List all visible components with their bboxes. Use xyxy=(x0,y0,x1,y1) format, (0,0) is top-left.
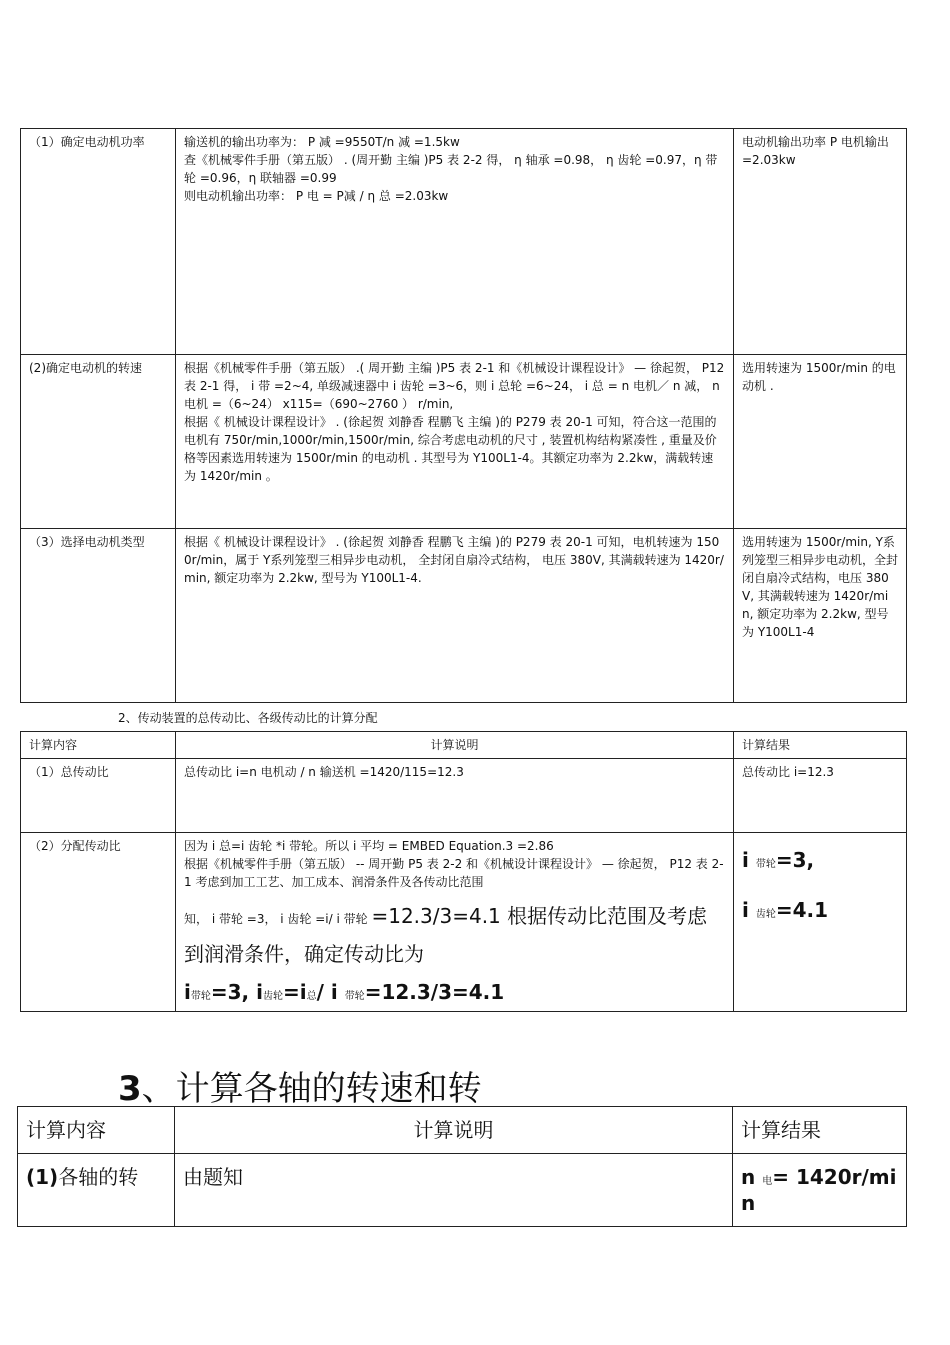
header-calc-description: 计算说明 xyxy=(175,1107,733,1154)
ratio-formula: i带轮=3, i齿轮=i总/ i 带轮=12.3/3=4.1 xyxy=(184,980,505,1004)
desc-line xyxy=(184,897,725,973)
desc-line: 根据《 机械设计课程设计》 . (徐起贺 刘静香 程鹏飞 主编 )的 P279 表 20-1 可知，电机转速为 1500r/min，属于 Y系列笼型三相异步电动机， 全封闭自扇冷式结构， 电压 380V, 其满载转速为 1420r/min, 额定功率为 2.2kw, 型号为 Y100L1-4. xyxy=(184,535,724,585)
calc-result: n 电= 1420r/min xyxy=(733,1154,907,1227)
desc-text-large: =12.3/3=4.1 根据传动比范围及考虑到润滑条件，确定传动比为 xyxy=(184,904,708,966)
desc-text-small: 知， i 带轮 =3， i 齿轮 =i/ i 带轮 xyxy=(184,912,372,926)
table-header-row xyxy=(18,1107,907,1154)
desc-line: 根据《机械零件手册（第五版） -- 周开勤 P5 表 2-2 和《机械设计课程设计》 — 徐起贺， P12 表 2-1 考虑到加工工艺、加工成本、润滑条件及各传动比范围 xyxy=(184,857,724,889)
calc-item: （1）总传动比 xyxy=(21,759,176,833)
table-row xyxy=(18,1154,907,1227)
calc-description xyxy=(176,529,734,703)
calc-item: （2）分配传动比 xyxy=(21,833,176,1012)
calc-result: 电动机输出功率 P 电机输出 =2.03kw xyxy=(734,129,907,355)
calc-result xyxy=(734,833,907,1012)
desc-line: 查《机械零件手册（第五版） . (周开勤 主编 )P5 表 2-2 得， η 轴承 =0.98， η 齿轮 =0.97，η 带轮 =0.96，η 联轴器 =0.99 xyxy=(184,153,718,185)
calc-result: 选用转速为 1500r/min, Y系列笼型三相异步电动机，全封闭自扇冷式结构，电压 380V, 其满载转速为 1420r/min, 额定功率为 2.2kw, 型号为 Y100L1-4 xyxy=(734,529,907,703)
calc-description xyxy=(176,129,734,355)
table-header-row xyxy=(21,732,907,759)
calc-description xyxy=(176,355,734,529)
calc-item: (2)确定电动机的转速 xyxy=(21,355,176,529)
table-row xyxy=(21,833,907,1012)
calc-item: (1)各轴的转 xyxy=(18,1154,175,1227)
header-calc-result: 计算结果 xyxy=(734,732,907,759)
table-row xyxy=(21,759,907,833)
calc-description: 由题知 xyxy=(175,1154,733,1227)
belt-ratio-result: i 带轮=3, xyxy=(742,848,815,872)
shaft-speed-table xyxy=(17,1106,907,1227)
section-3-heading: 3、计算各轴的转速和转 xyxy=(118,1069,482,1109)
transmission-ratio-table xyxy=(20,731,907,1012)
calc-result: 选用转速为 1500r/min 的电动机 . xyxy=(734,355,907,529)
desc-line: 因为 i 总=i 齿轮 *i 带轮。所以 i 平均 = EMBED Equation.3 =2.86 xyxy=(184,839,554,853)
header-calc-description: 计算说明 xyxy=(176,732,734,759)
desc-line: 根据《机械零件手册（第五版） .( 周开勤 主编 )P5 表 2-1 和《机械设计课程设计》 — 徐起贺， P12 表 2-1 得， i 带 =2~4, 单级减速器中 i 齿轮 =3~6，则 i 总轮 =6~24， i 总 = n 电机／ n 减， n 电机 =（6~24） x115=（690~2760 ） r/min, xyxy=(184,361,725,411)
section-2-title: 2、传动装置的总传动比、各级传动比的计算分配 xyxy=(118,711,378,725)
desc-line: 根据《 机械设计课程设计》 . (徐起贺 刘静香 程鹏飞 主编 )的 P279 表 20-1 可知，符合这一范围的电机有 750r/min,1000r/min,1500r/min, 综合考虑电动机的尺寸 , 装置机构结构紧凑性 , 重量及价格等因素选用转速为 1500r/min 的电动机 . 其型号为 Y100L1-4。其额定功率为 2.2kw，满载转速为 1420r/min 。 xyxy=(184,415,717,483)
gear-ratio-result: i 齿轮=4.1 xyxy=(742,898,829,922)
desc-line: 输送机的输出功率为： P 减 =9550T/n 减 =1.5kw xyxy=(184,135,460,149)
motor-selection-table xyxy=(20,128,907,703)
calc-item: （3）选择电动机类型 xyxy=(21,529,176,703)
calc-description: 总传动比 i=n 电机动 / n 输送机 =1420/115=12.3 xyxy=(176,759,734,833)
header-calc-result: 计算结果 xyxy=(733,1107,907,1154)
desc-line: 则电动机输出功率： P 电 = P减 / η 总 =2.03kw xyxy=(184,189,449,203)
calc-description xyxy=(176,833,734,1012)
calc-item: （1）确定电动机功率 xyxy=(21,129,176,355)
header-calc-item: 计算内容 xyxy=(18,1107,175,1154)
table-row xyxy=(21,529,907,703)
header-calc-item: 计算内容 xyxy=(21,732,176,759)
table-row xyxy=(21,129,907,355)
table-row xyxy=(21,355,907,529)
calc-result: 总传动比 i=12.3 xyxy=(734,759,907,833)
